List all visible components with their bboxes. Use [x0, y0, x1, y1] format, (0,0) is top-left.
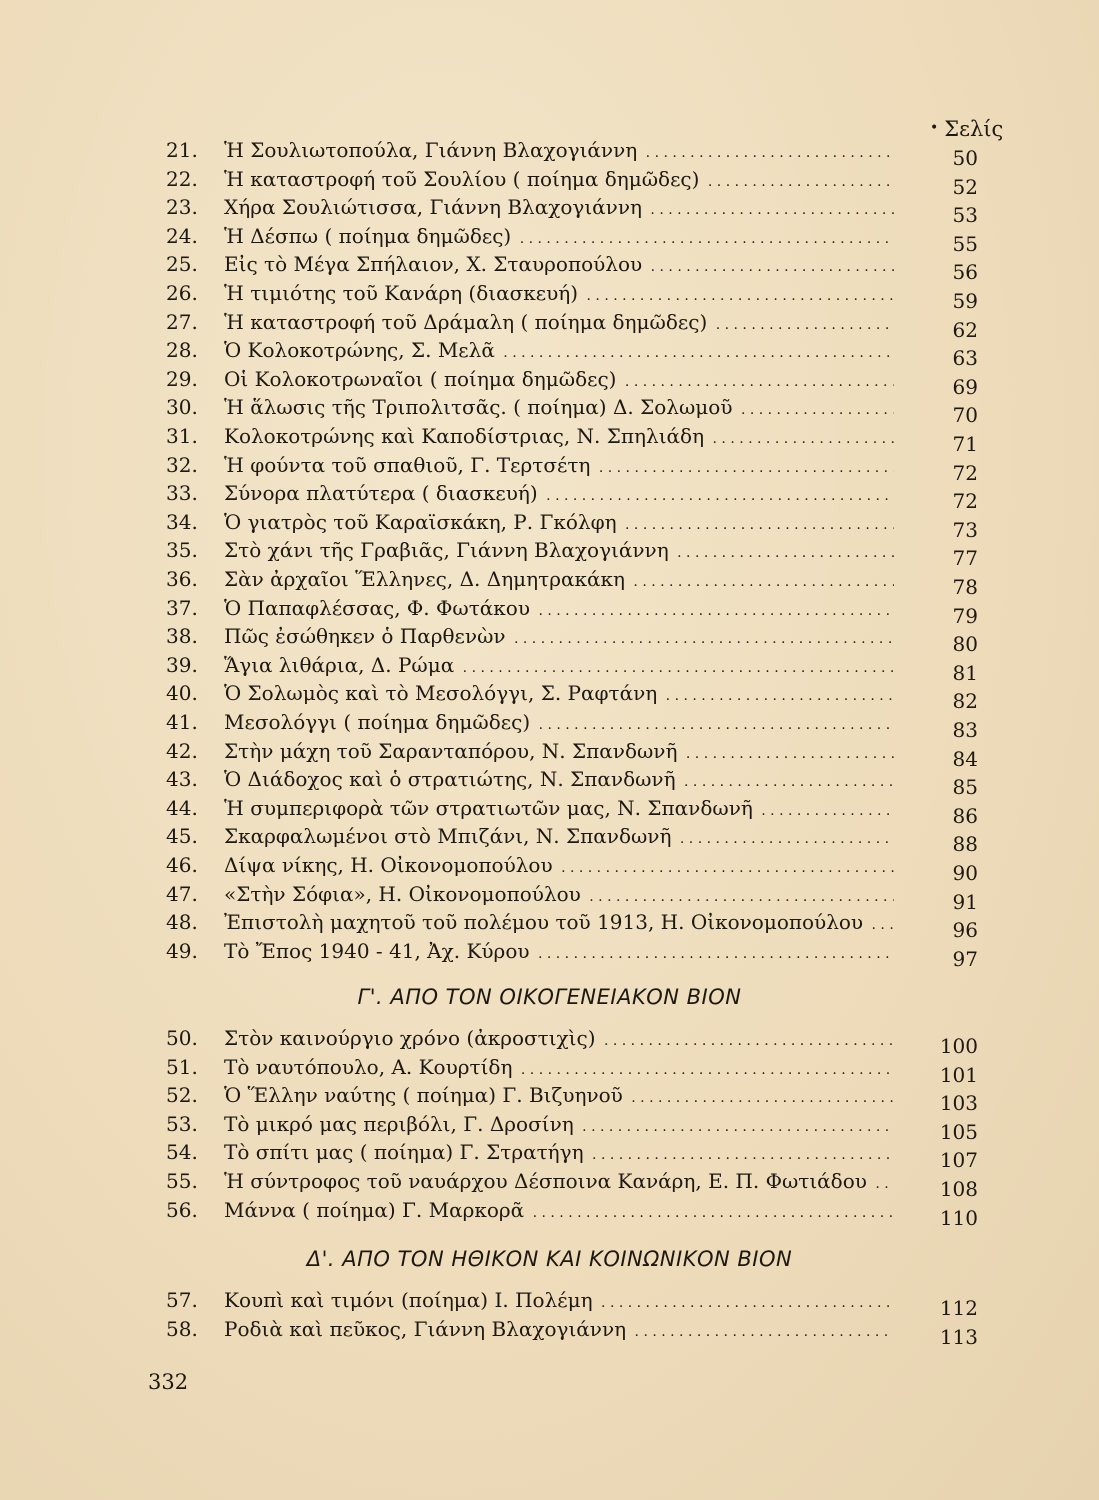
entry-number: 49.: [166, 938, 198, 963]
toc-entry: [166, 336, 978, 371]
toc-entry: [166, 708, 978, 742]
entry-title-text: Στὸν καινούργιο χρόνο (ἀκροστιχὶς): [224, 1026, 596, 1050]
entry-title: [224, 365, 894, 396]
toc-entry: [166, 1315, 978, 1349]
entry-title-text: Τὸ Ἔπος 1940 - 41, Ἀχ. Κύρου: [224, 938, 530, 963]
entry-number: 55.: [166, 1169, 198, 1193]
toc-entry: [166, 822, 978, 857]
entry-number: 42.: [166, 738, 198, 763]
toc-entry: [166, 451, 978, 485]
entry-page: 50: [952, 146, 978, 170]
page-number: 332: [148, 1370, 189, 1394]
entry-title-text: Κολοκοτρώνης καὶ Καποδίστριας, Ν. Σπηλιάδη: [224, 424, 705, 448]
entry-number: 54.: [166, 1140, 198, 1165]
entry-page: 96: [952, 918, 978, 943]
entry-page: 112: [939, 1296, 978, 1320]
entry-number: 56.: [166, 1197, 198, 1222]
entry-title: [224, 393, 894, 424]
entry-title: [224, 1110, 894, 1141]
toc-entry: [166, 1138, 978, 1173]
entry-number: 27.: [166, 309, 198, 334]
entry-title-text: Ἡ τιμιότης τοῦ Κανάρη (διασκευή): [224, 281, 579, 305]
toc-entry: [166, 308, 978, 342]
entry-page: 69: [952, 374, 978, 399]
entry-page: 113: [939, 1324, 978, 1349]
entry-title: [224, 794, 894, 825]
entry-title: [224, 1138, 894, 1169]
entry-title-text: Ἡ σύντροφος τοῦ ναυάρχου Δέσποινα Κανάρη, Ε. Π. Φωτιάδου: [224, 1169, 867, 1193]
entry-title: [224, 1196, 894, 1227]
entry-title: [224, 880, 894, 911]
entry-page: 59: [952, 289, 978, 313]
entry-number: 44.: [166, 795, 198, 820]
entry-title: [224, 679, 894, 710]
toc-entry: [166, 422, 978, 456]
entry-title-text: Οἱ Κολοκοτρωναῖοι ( ποίημα δημῶδες): [224, 366, 617, 391]
entry-title: [224, 479, 894, 510]
entry-title: [224, 1081, 894, 1112]
entry-number: 29.: [166, 366, 198, 391]
entry-page: 100: [939, 1034, 978, 1058]
entry-number: 28.: [166, 338, 198, 363]
entry-page: 77: [952, 546, 978, 571]
toc-entry: [166, 1196, 978, 1230]
entry-title: [224, 536, 894, 567]
entry-title-text: Ὁ Σολωμὸς καὶ τὸ Μεσολόγγι, Σ. Ραφτάνη: [224, 681, 658, 706]
entry-number: 39.: [166, 652, 198, 677]
entry-title: [224, 822, 894, 853]
entry-title-text: Ἡ φούντα τοῦ σπαθιοῦ, Γ. Τερτσέτη: [224, 452, 591, 477]
entry-title-text: Ἡ καταστροφή τοῦ Σουλίου ( ποίημα δημῶδες): [224, 166, 700, 191]
entry-title: [224, 279, 894, 310]
entry-title: [224, 136, 894, 167]
entry-title: [224, 851, 894, 882]
toc-entry: [166, 737, 978, 771]
toc-entry: [166, 250, 978, 285]
entry-page: 55: [952, 231, 978, 256]
entry-title-text: Ὁ Κολοκοτρώνης, Σ. Μελᾶ: [224, 338, 495, 363]
entry-number: 25.: [166, 252, 198, 277]
entry-title-text: Στὸ χάνι τῆς Γραβιᾶς, Γιάννη Βλαχογιάννη: [224, 538, 669, 563]
entry-title-text: Σὰν ἀρχαῖοι Ἕλληνες, Δ. Δημητρακάκη: [224, 567, 625, 591]
entry-number: 38.: [166, 624, 198, 649]
entry-page: 107: [939, 1148, 978, 1173]
entry-title: [224, 336, 894, 367]
entry-page: 86: [952, 803, 978, 828]
entry-page: 108: [939, 1177, 978, 1201]
entry-title-text: Μεσολόγγι ( ποίημα δημῶδες): [224, 710, 531, 734]
entry-page: 78: [952, 575, 978, 599]
entry-number: 34.: [166, 509, 198, 534]
toc-entry: [166, 393, 978, 428]
toc-entry: [166, 193, 978, 228]
toc-entry: [166, 1110, 978, 1144]
toc-entry: [166, 594, 978, 628]
toc-entry: [166, 679, 978, 714]
entry-page: 71: [952, 432, 978, 456]
entry-page: 105: [939, 1119, 978, 1144]
entry-title-text: Ἡ καταστροφή τοῦ Δράμαλη ( ποίημα δημῶδες): [224, 309, 708, 334]
entry-title-text: Δίψα νίκης, Η. Οἰκονομοπούλου: [224, 853, 553, 877]
entry-page: 103: [939, 1091, 978, 1116]
entry-page: 53: [952, 203, 978, 228]
entry-page: 72: [952, 489, 978, 514]
entry-title-text: Ἡ συμπεριφορὰ τῶν στρατιωτῶν μας, Ν. Σπανδωνῆ: [224, 795, 753, 820]
toc-entry: [166, 1286, 978, 1320]
entry-page: 62: [952, 317, 978, 342]
entry-page: 72: [952, 460, 978, 485]
entry-title-text: Ἡ Δέσπω ( ποίημα δημῶδες): [224, 223, 512, 248]
pages-label: Σελίς: [944, 117, 1004, 141]
toc-entry: [166, 508, 978, 542]
entry-title-text: Στὴν μάχη τοῦ Σαρανταπόρου, Ν. Σπανδωνῆ: [224, 738, 678, 763]
entry-page: 82: [952, 689, 978, 714]
entry-page: 79: [952, 603, 978, 628]
entry-page: 110: [939, 1205, 978, 1230]
entry-page: 90: [952, 861, 978, 885]
entry-title: [224, 937, 894, 968]
toc-entry: [166, 222, 978, 256]
entry-number: 21.: [166, 138, 198, 162]
entry-page: 97: [952, 946, 978, 971]
entry-title-text: Ἅγια λιθάρια, Δ. Ρώμα: [224, 652, 455, 677]
entry-title-text: Ὁ Ἕλλην ναύτης ( ποίημα) Γ. Βιζυηνοῦ: [224, 1083, 623, 1108]
entry-number: 50.: [166, 1026, 198, 1050]
entry-title-text: Εἰς τὸ Μέγα Σπήλαιον, Χ. Σταυροπούλου: [224, 252, 643, 277]
entry-number: 35.: [166, 538, 198, 563]
entry-title-text: «Στὴν Σόφια», Η. Οἰκονομοπούλου: [224, 881, 581, 906]
entry-number: 36.: [166, 567, 198, 591]
entry-title-text: Ὁ Διάδοχος καὶ ὁ στρατιώτης, Ν. Σπανδωνῆ: [224, 767, 676, 792]
entry-title: [224, 222, 894, 253]
toc-entry: [166, 279, 978, 313]
entry-number: 45.: [166, 824, 198, 849]
toc-entry: [166, 1053, 978, 1087]
entry-title-text: Πῶς ἐσώθηκεν ὁ Παρθενὼν: [224, 624, 506, 649]
entry-number: 30.: [166, 395, 198, 420]
entry-page: 70: [952, 403, 978, 428]
entry-number: 41.: [166, 710, 198, 734]
entry-number: 52.: [166, 1083, 198, 1108]
entry-title: [224, 308, 894, 339]
entry-title-text: Τὸ σπίτι μας ( ποίημα) Γ. Στρατήγη: [224, 1140, 584, 1165]
entry-number: 24.: [166, 223, 198, 248]
toc-entry: [166, 136, 978, 170]
toc-entry: [166, 1167, 978, 1201]
toc-entry: [166, 765, 978, 800]
entry-number: 23.: [166, 195, 198, 220]
entry-title-text: Μάννα ( ποίημα) Γ. Μαρκορᾶ: [224, 1197, 525, 1222]
section-heading-d: Δ'. ΑΠΟ ΤΟΝ ΗΘΙΚΟΝ ΚΑΙ ΚΟΙΝΩΝΙΚΟΝ ΒΙΟΝ: [306, 1247, 793, 1271]
entry-title-text: Κουπὶ καὶ τιμόνι (ποίημα) Ι. Πολέμη: [224, 1288, 593, 1312]
toc-entry: [166, 565, 978, 599]
entry-page: 56: [952, 260, 978, 285]
entry-title: [224, 594, 894, 625]
entry-title: [224, 737, 894, 768]
entry-page: 91: [952, 889, 978, 914]
entry-title: [224, 508, 894, 539]
entry-title-text: Σκαρφαλωμένοι στὸ Μπιζάνι, Ν. Σπανδωνῆ: [224, 824, 672, 849]
entry-page: 81: [952, 660, 978, 685]
entry-number: 48.: [166, 910, 198, 935]
entry-number: 51.: [166, 1054, 198, 1079]
entry-title: [224, 765, 894, 796]
entry-page: 73: [952, 517, 978, 542]
entry-title-text: Ἡ Σουλιωτοπούλα, Γιάννη Βλαχογιάννη: [224, 138, 638, 162]
entry-title-text: Ἡ ἅλωσις τῆς Τριπολιτσᾶς. ( ποίημα) Δ. Σολωμοῦ: [224, 395, 733, 420]
entry-title-text: Τὸ ναυτόπουλο, Α. Κουρτίδη: [224, 1054, 513, 1079]
entry-title: [224, 165, 894, 196]
toc-entry: [166, 479, 978, 514]
toc-entry: [166, 651, 978, 685]
toc-entry: [166, 365, 978, 399]
entry-title: [224, 422, 894, 453]
entry-title-text: Σύνορα πλατύτερα ( διασκευή): [224, 481, 538, 506]
entry-title: [224, 1167, 894, 1198]
toc-entry: [166, 536, 978, 571]
entry-title: [224, 565, 894, 596]
entry-title: [224, 193, 894, 224]
entry-number: 40.: [166, 681, 198, 706]
entry-page: 85: [952, 775, 978, 800]
toc-entry: [166, 880, 978, 914]
toc-entry: [166, 794, 978, 828]
entry-title: [224, 651, 894, 682]
entry-title: [224, 1286, 894, 1317]
entry-number: 32.: [166, 452, 198, 477]
entry-page: 88: [952, 832, 978, 857]
entry-title-text: Ὁ Παπαφλέσσας, Φ. Φωτάκου: [224, 595, 530, 620]
entry-number: 37.: [166, 595, 198, 620]
entry-page: 84: [952, 746, 978, 771]
entry-title: [224, 451, 894, 482]
entry-page: 83: [952, 718, 978, 742]
entry-number: 46.: [166, 853, 198, 877]
entry-page: 52: [952, 174, 978, 199]
entry-title: [224, 908, 894, 939]
toc-entry: [166, 1081, 978, 1116]
entry-number: 43.: [166, 767, 198, 792]
entry-title-text: Χήρα Σουλιώτισσα, Γιάννη Βλαχογιάννη: [224, 195, 642, 220]
entry-title: [224, 708, 894, 739]
entry-number: 53.: [166, 1111, 198, 1136]
toc-entry: [166, 937, 978, 971]
entry-number: 31.: [166, 424, 198, 448]
entry-number: 58.: [166, 1316, 198, 1341]
entry-title-text: Τὸ μικρό μας περιβόλι, Γ. Δροσίνη: [224, 1111, 574, 1136]
entry-number: 22.: [166, 166, 198, 191]
section-heading-c: Γ'. ΑΠΟ ΤΟΝ ΟΙΚΟΓΕΝΕΙΑΚΟΝ ΒΙΟΝ: [357, 985, 742, 1009]
entry-page: 101: [939, 1062, 978, 1087]
entry-title: [224, 250, 894, 281]
entry-title-text: Ὁ γιατρὸς τοῦ Καραϊσκάκη, Ρ. Γκόλφη: [224, 509, 617, 534]
entry-number: 47.: [166, 881, 198, 906]
entry-number: 26.: [166, 281, 198, 305]
entry-title: [224, 622, 894, 653]
toc-entry: [166, 622, 978, 657]
entry-number: 33.: [166, 481, 198, 506]
entry-title: [224, 1315, 894, 1346]
toc-entry: [166, 851, 978, 885]
entry-page: 63: [952, 346, 978, 371]
entry-page: 80: [952, 632, 978, 657]
bullet-icon: •: [930, 120, 939, 136]
entry-number: 57.: [166, 1288, 198, 1312]
entry-title: [224, 1024, 894, 1055]
entry-title-text: Ροδιὰ καὶ πεῦκος, Γιάννη Βλαχογιάννη: [224, 1316, 627, 1341]
entry-title: [224, 1053, 894, 1084]
toc-entry: [166, 908, 978, 943]
toc-entry: [166, 1024, 978, 1058]
toc-entry: [166, 165, 978, 199]
entry-title-text: Ἐπιστολὴ μαχητοῦ τοῦ πολέμου τοῦ 1913, Η. Οἰκονομοπούλου: [224, 910, 864, 935]
